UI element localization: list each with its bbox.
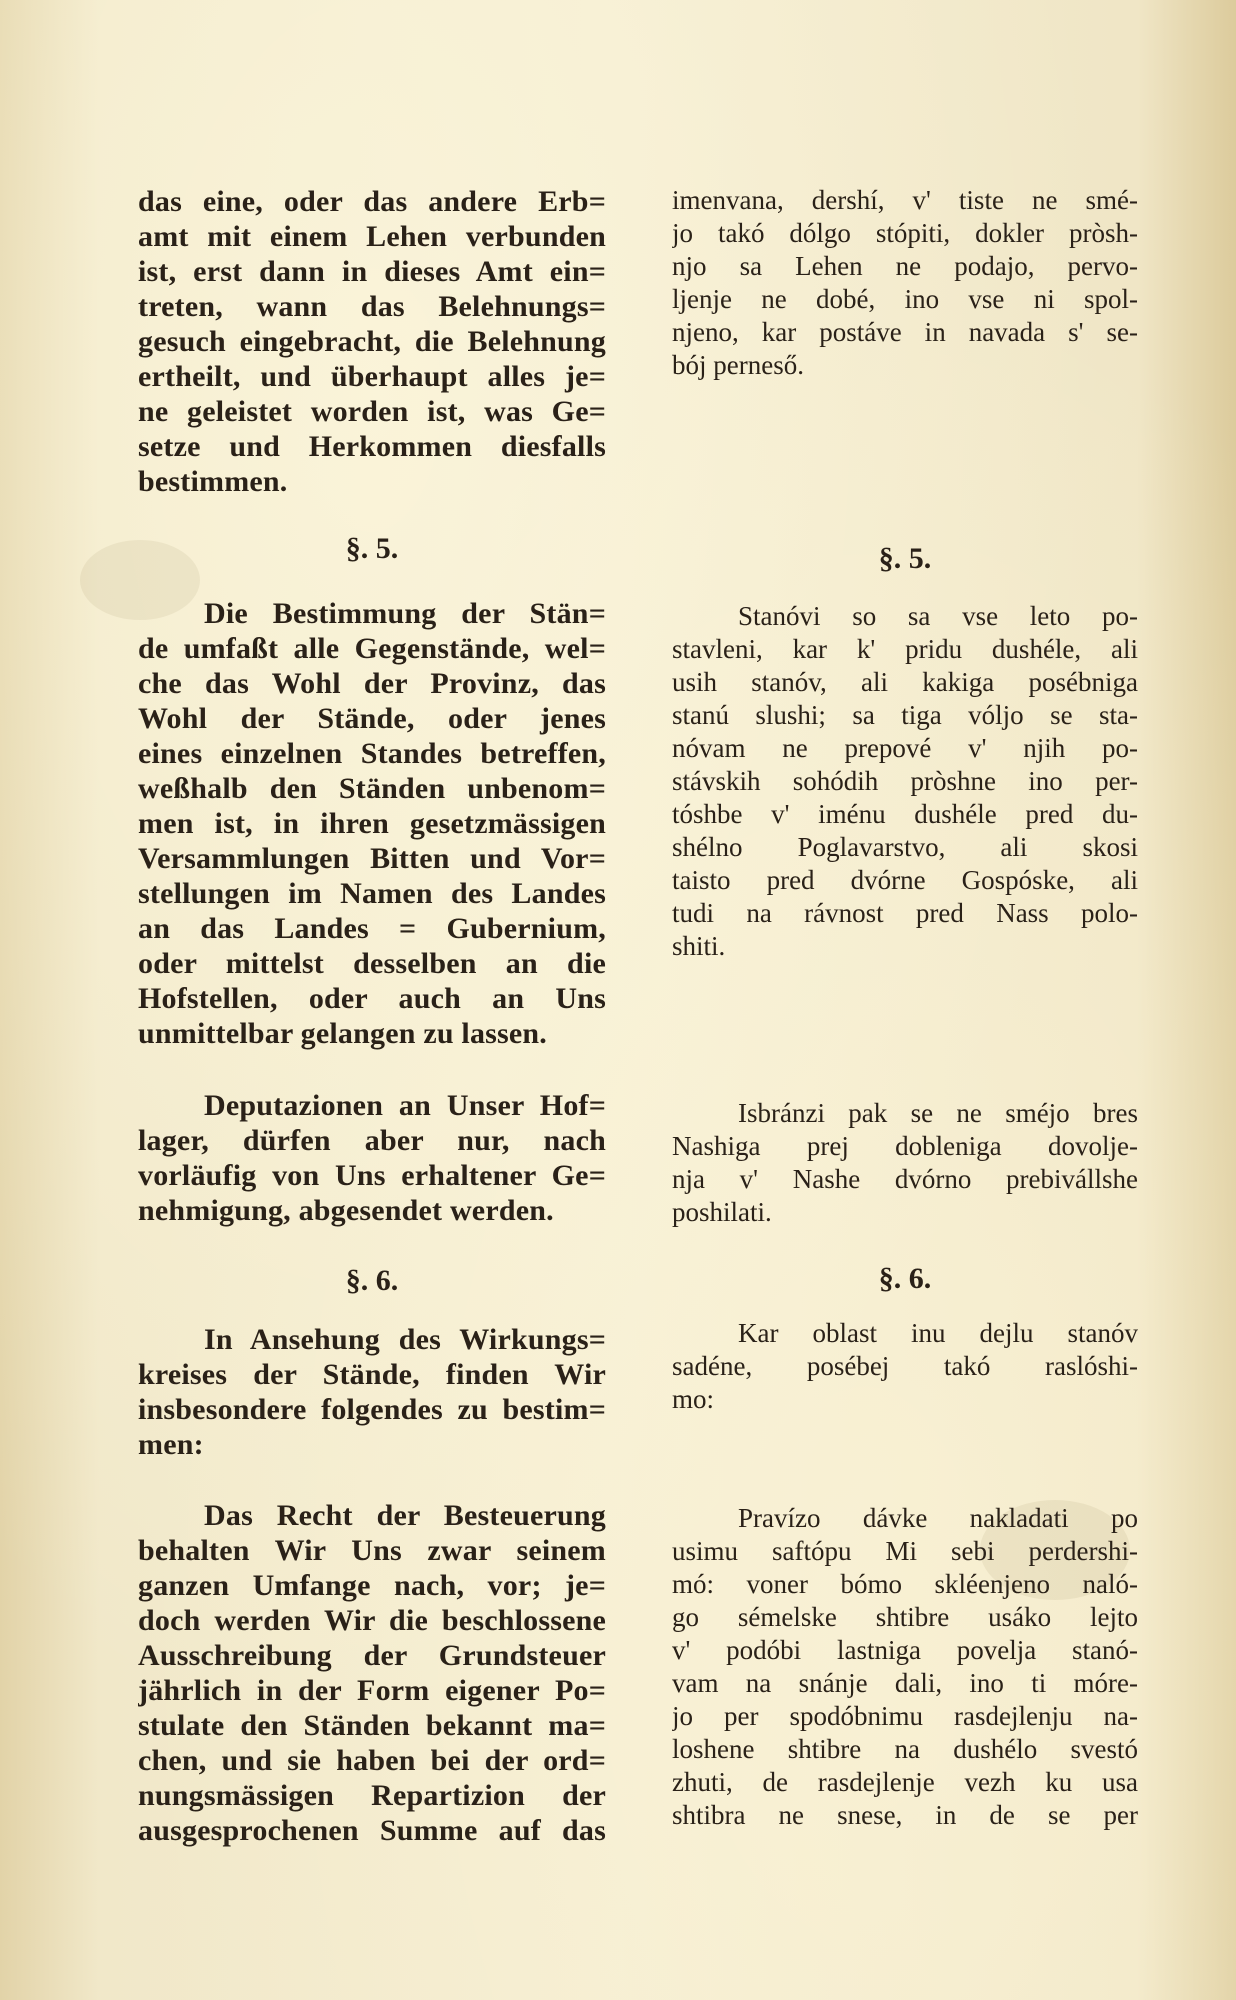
slovene-paragraph-2 <box>672 600 1138 963</box>
text-line: sadéne, posébej takó raslóshi- <box>672 1351 1138 1381</box>
text-line: Das Recht der Besteuerung <box>204 1499 606 1532</box>
text-line: go sémelske shtibre usáko lejto <box>672 1602 1138 1632</box>
text-line: mo: <box>672 1384 715 1414</box>
section-heading-6: §. 6. <box>345 1264 399 1297</box>
text-line: ist, erst dann in dieses Amt ein= <box>138 255 606 288</box>
text-line: taisto pred dvórne Gospóske, ali <box>672 865 1138 895</box>
text-line: stellungen im Namen des Landes <box>138 877 606 910</box>
slovene-paragraph-1 <box>672 184 1138 382</box>
text-line: unmittelbar gelangen zu lassen. <box>138 1017 548 1050</box>
text-line: jährlich in der Form eigener Po= <box>138 1674 606 1707</box>
text-line: de umfaßt alle Gegenstände, wel= <box>138 632 606 665</box>
text-line: an das Landes = Gubernium, <box>138 912 606 945</box>
text-line: kreises der Stände, finden Wir <box>138 1358 606 1391</box>
text-line: insbesondere folgendes zu bestim= <box>138 1393 606 1426</box>
section-heading-5: §. 5. <box>878 542 932 575</box>
text-line: nóvam ne prepové v' njih po- <box>672 733 1138 763</box>
text-line: Versammlungen Bitten und Vor= <box>138 842 606 875</box>
text-line: chen, und sie haben bei der ord= <box>138 1744 606 1777</box>
text-line: poshilati. <box>672 1197 772 1227</box>
text-line: ausgesprochenen Summe auf das <box>138 1814 606 1847</box>
text-line: behalten Wir Uns zwar seinem <box>138 1534 606 1567</box>
text-line: lager, dürfen aber nur, nach <box>138 1124 606 1157</box>
text-line: bestimmen. <box>138 465 288 498</box>
section-heading-6: §. 6. <box>878 1262 932 1295</box>
text-line: jo takó dólgo stópiti, dokler pròsh- <box>672 218 1138 248</box>
text-line: ertheilt, und überhaupt alles je= <box>138 360 606 393</box>
text-line: stávskih sohódih pròshne ino per- <box>672 766 1138 796</box>
text-line: eines einzelnen Standes betreffen, <box>138 737 606 770</box>
slovene-paragraph-5 <box>672 1502 1138 1832</box>
text-line: njo sa Lehen ne podajo, pervo- <box>672 251 1138 281</box>
text-line: vam na snánje dali, ino ti móre- <box>672 1668 1138 1698</box>
text-line: Isbránzi pak se ne sméjo bres <box>738 1098 1138 1128</box>
text-line: treten, wann das Belehnungs= <box>138 290 606 323</box>
text-line: ljenje ne dobé, ino vse ni spol- <box>672 284 1138 314</box>
text-line: imenvana, dershí, v' tiste ne smé- <box>672 185 1138 215</box>
section-heading-5: §. 5. <box>345 532 399 565</box>
text-line: ganzen Umfange nach, vor; je= <box>138 1569 606 1602</box>
text-line: Kar oblast inu dejlu stanóv <box>738 1318 1138 1348</box>
german-paragraph-5 <box>138 1498 606 1848</box>
text-line: Ausschreibung der Grundsteuer <box>138 1639 606 1672</box>
text-line: tudi na rávnost pred Nass polo- <box>672 898 1138 928</box>
german-paragraph-4 <box>138 1322 606 1462</box>
text-line: usimu saftópu Mi sebi perdershi- <box>672 1536 1138 1566</box>
text-line: mó: voner bómo skléenjeno naló- <box>672 1569 1138 1599</box>
text-line: weßhalb den Ständen unbenom= <box>138 772 606 805</box>
text-line: In Ansehung des Wirkungs= <box>204 1323 606 1356</box>
text-line: shélno Poglavarstvo, ali skosi <box>672 832 1138 862</box>
text-line: v' podóbi lastniga povelja stanó- <box>672 1635 1138 1665</box>
text-line: Wohl der Stände, oder jenes <box>138 702 606 735</box>
text-line: jo per spodóbnimu rasdejlenju na- <box>672 1701 1138 1731</box>
text-line: shiti. <box>672 931 726 961</box>
text-line: stanú slushi; sa tiga vóljo se sta- <box>672 700 1138 730</box>
text-line: zhuti, de rasdejlenje vezh ku usa <box>672 1767 1138 1797</box>
text-line: Deputazionen an Unser Hof= <box>204 1089 606 1122</box>
text-line: doch werden Wir die beschlossene <box>138 1604 606 1637</box>
text-line: nja v' Nashe dvórno prebivállshe <box>672 1164 1138 1194</box>
text-line: amt mit einem Lehen verbunden <box>138 220 606 253</box>
text-line: men ist, in ihren gesetzmässigen <box>138 807 606 840</box>
text-line: oder mittelst desselben an die <box>138 947 606 980</box>
slovene-paragraph-3 <box>672 1097 1138 1229</box>
text-line: shtibra ne snese, in de se per <box>672 1800 1138 1830</box>
text-line: stulate den Ständen bekannt ma= <box>138 1709 606 1742</box>
text-line: gesuch eingebracht, die Belehnung <box>138 325 606 358</box>
text-line: ne geleistet worden ist, was Ge= <box>138 395 606 428</box>
text-line: stavleni, kar k' pridu dushéle, ali <box>672 634 1138 664</box>
german-paragraph-3 <box>138 1088 606 1228</box>
text-line: nungsmässigen Repartizion der <box>138 1779 606 1812</box>
text-line: vorläufig von Uns erhaltener Ge= <box>138 1159 606 1192</box>
text-line: men: <box>138 1428 204 1461</box>
german-paragraph-2 <box>138 596 606 1051</box>
text-line: Pravízo dávke nakladati po <box>738 1503 1138 1533</box>
text-line: setze und Herkommen diesfalls <box>138 430 606 463</box>
german-paragraph-1 <box>138 184 606 499</box>
text-line: che das Wohl der Provinz, das <box>138 667 606 700</box>
text-line: Stanóvi so sa vse leto po- <box>738 601 1138 631</box>
text-line: Nashiga prej dobleniga dovolje- <box>672 1131 1138 1161</box>
text-line: nehmigung, abgesendet werden. <box>138 1194 554 1227</box>
text-line: loshene shtibre na dushélo svestó <box>672 1734 1138 1764</box>
text-line: tóshbe v' iménu dushéle pred du- <box>672 799 1138 829</box>
text-line: njeno, kar postáve in navada s' se- <box>672 317 1138 347</box>
text-line: das eine, oder das andere Erb= <box>138 185 606 218</box>
slovene-paragraph-4 <box>672 1317 1138 1416</box>
text-line: bój perneső. <box>672 350 804 380</box>
text-line: Hofstellen, oder auch an Uns <box>138 982 606 1015</box>
text-line: Die Bestimmung der Stän= <box>204 597 606 630</box>
text-line: usih stanóv, ali kakiga posébniga <box>672 667 1138 697</box>
